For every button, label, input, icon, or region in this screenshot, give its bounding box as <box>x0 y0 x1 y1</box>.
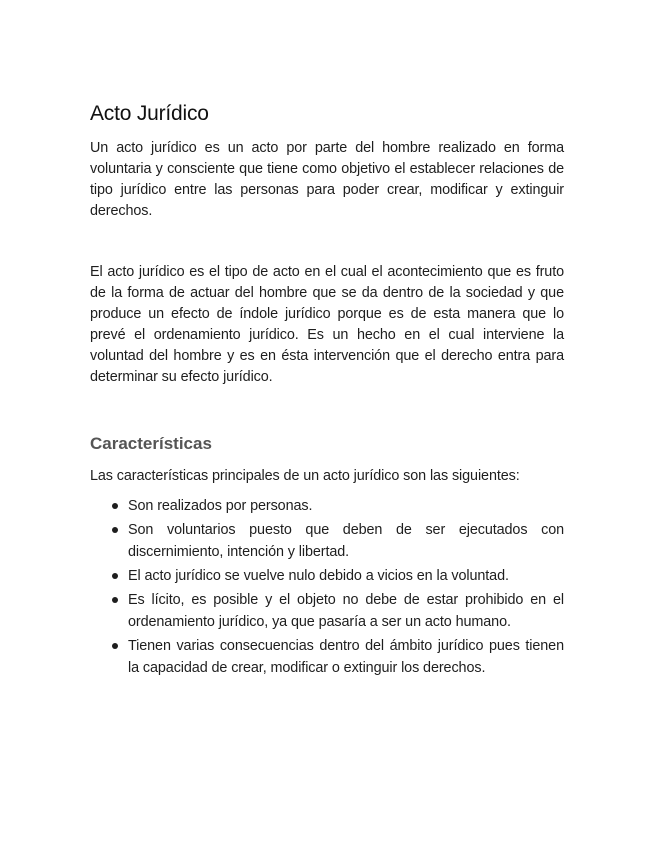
list-item-text: Son voluntarios puesto que deben de ser ejecutados con discernimiento, intención y libertad. <box>128 522 564 560</box>
list-item-text: El acto jurídico se vuelve nulo debido a vicios en la voluntad. <box>128 568 509 584</box>
paragraph-explanation: El acto jurídico es el tipo de acto en el cual el acontecimiento que es fruto de la forma de actuar del hombre que se da dentro de la sociedad y que produce un efecto de índole jurídico porque es de esta manera que lo prevé el ordenamiento jurídico. Es un hecho en el cual interviene la voluntad del hombre y es en ésta intervención que el derecho entra para determinar su efecto jurídico. <box>90 264 564 385</box>
bullet-icon <box>112 527 118 533</box>
list-item <box>128 589 564 633</box>
characteristics-list <box>90 495 564 679</box>
list-item-text: Son realizados por personas. <box>128 498 313 514</box>
bullet-icon <box>112 503 118 509</box>
bullet-icon <box>112 643 118 649</box>
list-item <box>128 635 564 679</box>
section-intro: Las características principales de un acto jurídico son las siguientes: <box>90 468 520 484</box>
list-item <box>128 495 564 517</box>
list-item-text: Tienen varias consecuencias dentro del ámbito jurídico pues tienen la capacidad de crear, modificar o extinguir los derechos. <box>128 638 564 676</box>
list-item <box>128 565 564 587</box>
list-item-text: Es lícito, es posible y el objeto no debe de estar prohibido en el ordenamiento jurídico, ya que pasaría a ser un acto humano. <box>128 592 564 630</box>
section-heading: Características <box>90 434 212 453</box>
page-title: Acto Jurídico <box>90 102 209 125</box>
list-item <box>128 519 564 563</box>
paragraph-definition: Un acto jurídico es un acto por parte del hombre realizado en forma voluntaria y consciente que tiene como objetivo el establecer relaciones de tipo jurídico entre las personas para poder crear, modificar y extinguir derechos. <box>90 140 564 219</box>
bullet-icon <box>112 573 118 579</box>
bullet-icon <box>112 597 118 603</box>
document-page <box>90 100 564 681</box>
